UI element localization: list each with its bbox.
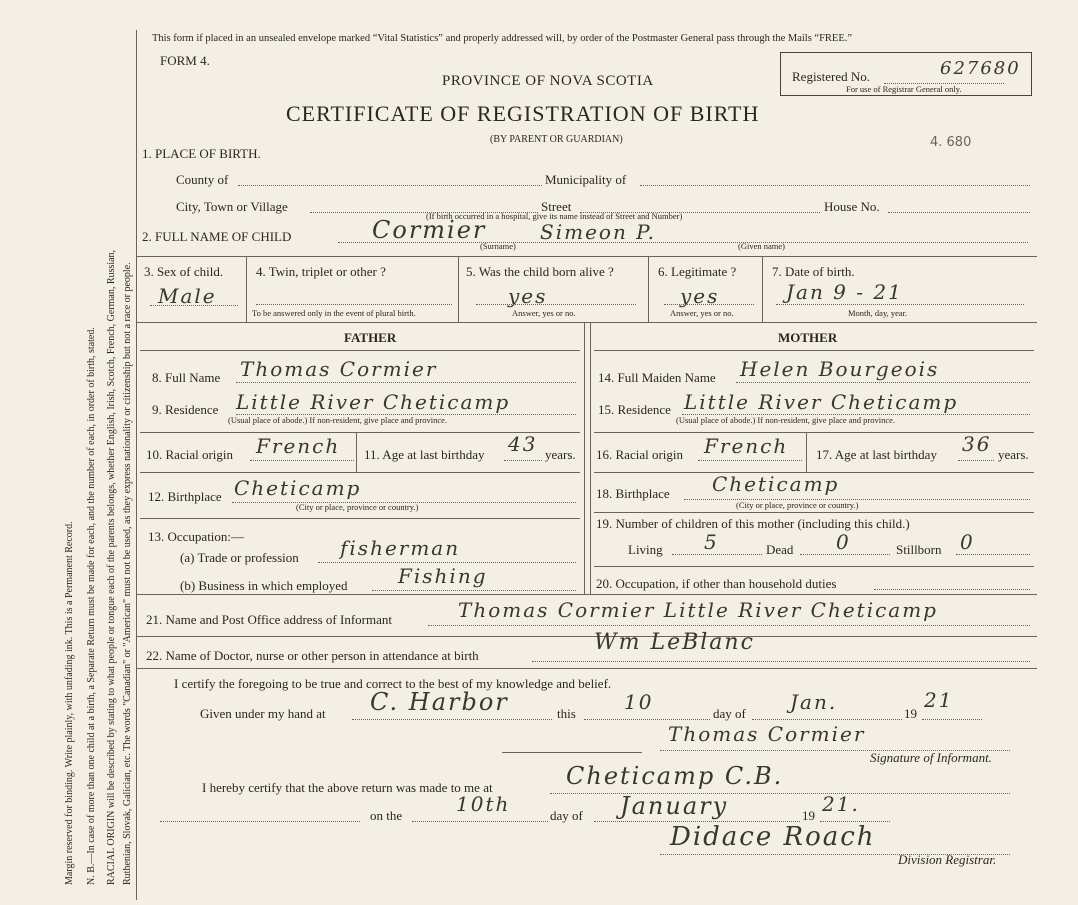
informant-label: 21. Name and Post Office address of Informant [146,612,392,627]
registered-number: 627680 [940,58,1021,79]
father-name-value: Thomas Cormier [240,357,438,381]
mother-name-value: Helen Bourgeois [740,357,940,381]
certify-day-of-label: day of [713,706,746,721]
informant-signature: Thomas Cormier [668,722,866,746]
alive-value: yes [508,284,548,308]
municipality-label: Municipality of [545,172,627,187]
stillborn-label: Stillborn [896,542,942,557]
father-residence-note: (Usual place of abode.) If non-resident, give place and province. [228,415,448,425]
mother-age-label: 17. Age at last birthday [816,447,937,462]
margin-rule [136,30,137,900]
certify-statement: I certify the foregoing to be true and correct to the best of my knowledge and belief. [174,676,612,691]
doctor-label: 22. Name of Doctor, nurse or other person in attendance at birth [146,648,479,663]
mother-birthplace-value: Cheticamp [712,472,840,496]
registrar-day-of-label: day of [550,808,583,823]
mother-heading: MOTHER [778,330,838,345]
registrar-year-prefix: 19 [802,808,815,823]
on-the-label: on the [370,808,403,823]
city-label: City, Town or Village [176,199,288,214]
legitimate-value: yes [680,284,720,308]
dead-label: Dead [766,542,794,557]
certify-year-prefix: 19 [904,706,917,721]
stamp-number: 4. 680 [930,135,972,150]
margin-note-1: Margin reserved for binding. Write plainly, with unfading ink. This is a Permanent Record. [64,521,75,885]
registrar-note: For use of Registrar General only. [846,84,962,94]
given-name-caption: (Given name) [738,241,785,251]
legitimate-note: Answer, yes or no. [670,308,734,318]
this-label: this [557,706,576,721]
hospital-note: (If birth occurred in a hospital, give its name instead of Street and Number) [426,211,683,221]
mother-residence-label: 15. Residence [598,402,671,417]
given-under-hand-label: Given under my hand at [200,706,326,721]
surname-caption: (Surname) [480,241,516,251]
father-birthplace-label: 12. Birthplace [148,489,222,504]
registrar-statement: I hereby certify that the above return was made to me at [202,780,493,795]
margin-note-4: Ruthenian, Slovak, Galician, etc. The words "Canadian" or "American" must not be used, as they express nationality or citizenship but not a race or people. [122,262,133,885]
mother-age-value: 36 [962,432,992,456]
mother-racial-value: French [704,434,789,458]
trade-label: (a) Trade or profession [180,550,299,565]
house-label: House No. [824,199,880,214]
mother-years: years. [998,447,1029,462]
mother-occupation-label: 20. Occupation, if other than household duties [596,576,837,591]
registered-label: Registered No. [792,69,870,84]
father-racial-label: 10. Racial origin [146,447,234,462]
mother-name-label: 14. Full Maiden Name [598,370,716,385]
mother-residence-note: (Usual place of abode.) If non-resident, give place and province. [676,415,896,425]
dead-value: 0 [836,530,851,554]
registrar-year-value: 21. [822,792,860,816]
form-number: FORM 4. [160,53,210,68]
sex-value: Male [158,284,217,308]
date-of-birth-value: Jan 9 - 21 [786,280,903,304]
province-heading: PROVINCE OF NOVA SCOTIA [442,73,654,89]
doctor-value: Wm LeBlanc [594,630,755,655]
mother-racial-label: 16. Racial origin [596,447,684,462]
certify-month-value: Jan. [790,690,838,714]
child-name-label: 2. FULL NAME OF CHILD [142,229,292,244]
child-given-name: Simeon P. [540,220,656,244]
father-residence-label: 9. Residence [152,402,219,417]
alive-label: 5. Was the child born alive ? [466,264,614,279]
certify-year-value: 21 [924,688,954,712]
trade-value: fisherman [340,536,461,560]
legitimate-label: 6. Legitimate ? [658,264,737,279]
certificate-subtitle: (BY PARENT OR GUARDIAN) [490,134,623,145]
father-racial-value: French [256,434,341,458]
father-name-label: 8. Full Name [152,370,221,385]
children-count-label: 19. Number of children of this mother (including this child.) [596,516,910,531]
occupation-label: 13. Occupation:— [148,529,245,544]
business-value: Fishing [398,564,488,588]
registrar-caption: Division Registrar. [898,852,997,867]
twin-label: 4. Twin, triplet or other ? [256,264,386,279]
father-years: years. [545,447,576,462]
mother-birthplace-note: (City or place, province or country.) [736,500,859,510]
date-note: Month, day, year. [848,308,908,318]
informant-value: Thomas Cormier Little River Cheticamp [458,598,938,622]
father-residence-value: Little River Cheticamp [236,390,511,414]
certify-day-value: 10 [624,690,654,714]
certificate-title: CERTIFICATE OF REGISTRATION OF BIRTH [286,101,760,126]
margin-note-3: RACIAL ORIGIN will be described by stating to what people or tongue each of the parents belongs, whether English, Irish, Scotch, French, German, Russian, [106,249,117,885]
father-age-value: 43 [508,432,538,456]
stillborn-value: 0 [960,530,975,554]
alive-note: Answer, yes or no. [512,308,576,318]
registrar-day-value: 10th [456,792,511,816]
sex-label: 3. Sex of child. [144,264,224,279]
informant-signature-caption: Signature of Informant. [870,750,992,765]
living-label: Living [628,542,663,557]
registrar-signature: Didace Roach [670,822,876,852]
twin-note: To be answered only in the event of plural birth. [252,308,416,318]
county-label: County of [176,172,229,187]
mother-residence-value: Little River Cheticamp [684,390,959,414]
business-label: (b) Business in which employed [180,578,348,593]
given-place-value: C. Harbor [370,688,509,716]
place-of-birth-heading: 1. PLACE OF BIRTH. [142,146,261,161]
father-age-label: 11. Age at last birthday [364,447,485,462]
separator-rule [502,752,642,753]
father-birthplace-value: Cheticamp [234,476,362,500]
living-value: 5 [704,530,719,554]
margin-note-2: N. B.—In case of more than one child at a birth, a Separate Return must be made for each, and the number of each, in order of birth, stated. [86,327,97,885]
registrar-month-value: January [620,792,729,820]
father-heading: FATHER [344,330,397,345]
father-birthplace-note: (City or place, province or country.) [296,502,419,512]
date-of-birth-label: 7. Date of birth. [772,264,855,279]
mother-birthplace-label: 18. Birthplace [596,486,670,501]
top-note: This form if placed in an unsealed envelope marked “Vital Statistics” and properly addressed will, by order of the Postmaster General pass through the Mails “FREE.” [152,33,853,44]
registrar-place-value: Cheticamp C.B. [566,762,784,790]
child-surname: Cormier [372,216,487,244]
street-label: Street [541,199,572,214]
